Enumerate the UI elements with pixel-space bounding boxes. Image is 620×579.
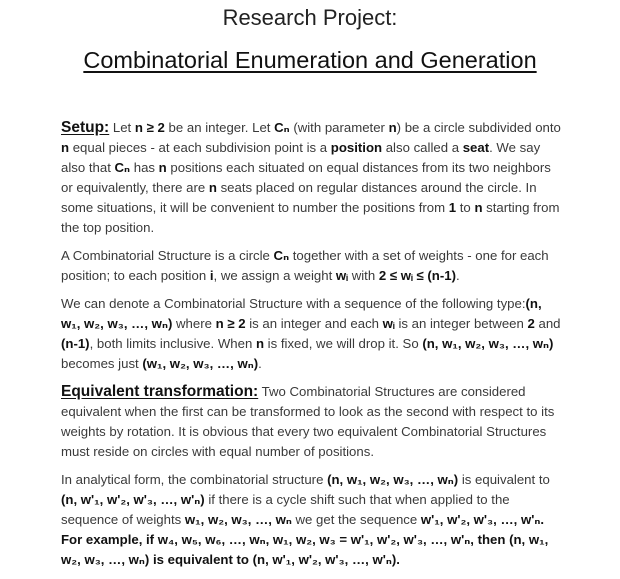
equivalent-heading: Equivalent transformation: <box>61 383 259 400</box>
analytical-form-paragraph: In analytical form, the combinatorial structure (n, w₁, w₂, w₃, …, wₙ) is equivalent to (n, w'₁, w'₂, w'₃, …, w'ₙ) if there is a cycle shift such that when applied to the sequence of weights w₁, w₂, w₃, …, wₙ we get the sequence w'₁, w'₂, w'₃, …, w'ₙ. For example, if w₄, w₅, w₆, …, wₙ, w₁, w₂, w₃ = w'₁, w'₂, w'₃, …, w'ₙ, then (n, w₁, w₂, w₃, …, wₙ) is equivalent to (n, w'₁, w'₂, w'₃, …, w'ₙ). <box>61 472 550 567</box>
sequence-definition-paragraph: We can denote a Combinatorial Structure with a sequence of the following type:(n, w₁, w₂, w₃, …, wₙ) where n ≥ 2 is an integer and each wᵢ is an integer between 2 and (n-1), both limits inclusive. When n is fixed, we will drop it. So (n, w₁, w₂, w₃, …, wₙ) becomes just (w₁, w₂, w₃, …, wₙ). <box>61 296 561 371</box>
document-body <box>61 118 561 578</box>
structure-definition-paragraph: A Combinatorial Structure is a circle Cₙ together with a set of weights - one for each position; to each position i, we assign a weight wᵢ with 2 ≤ wᵢ ≤ (n-1). <box>61 248 549 283</box>
equivalent-transformation-paragraph: Equivalent transformation: Two Combinatorial Structures are considered equivalent when the first can be transformed to look as the second with respect to its weights by rotation. It is obvious that every two equivalent Combinatorial Structures must reside on circles with equal number of positions. <box>61 383 555 459</box>
document-title: Research Project: <box>222 5 398 30</box>
document-subtitle: Combinatorial Enumeration and Generation <box>83 47 537 73</box>
setup-paragraph: Setup: Let n ≥ 2 be an integer. Let Cₙ (with parameter n) be a circle subdivided onto n equal pieces - at each subdivision point is a position also called a seat. We say also that Cₙ has n positions each situated on equal distances from its two neighbors or equivalently, there are n seats placed on regular distances around the circle. In some situations, it will be convenient to number the positions from 1 to n starting from the top position. <box>61 119 561 235</box>
setup-heading: Setup: <box>61 119 110 136</box>
